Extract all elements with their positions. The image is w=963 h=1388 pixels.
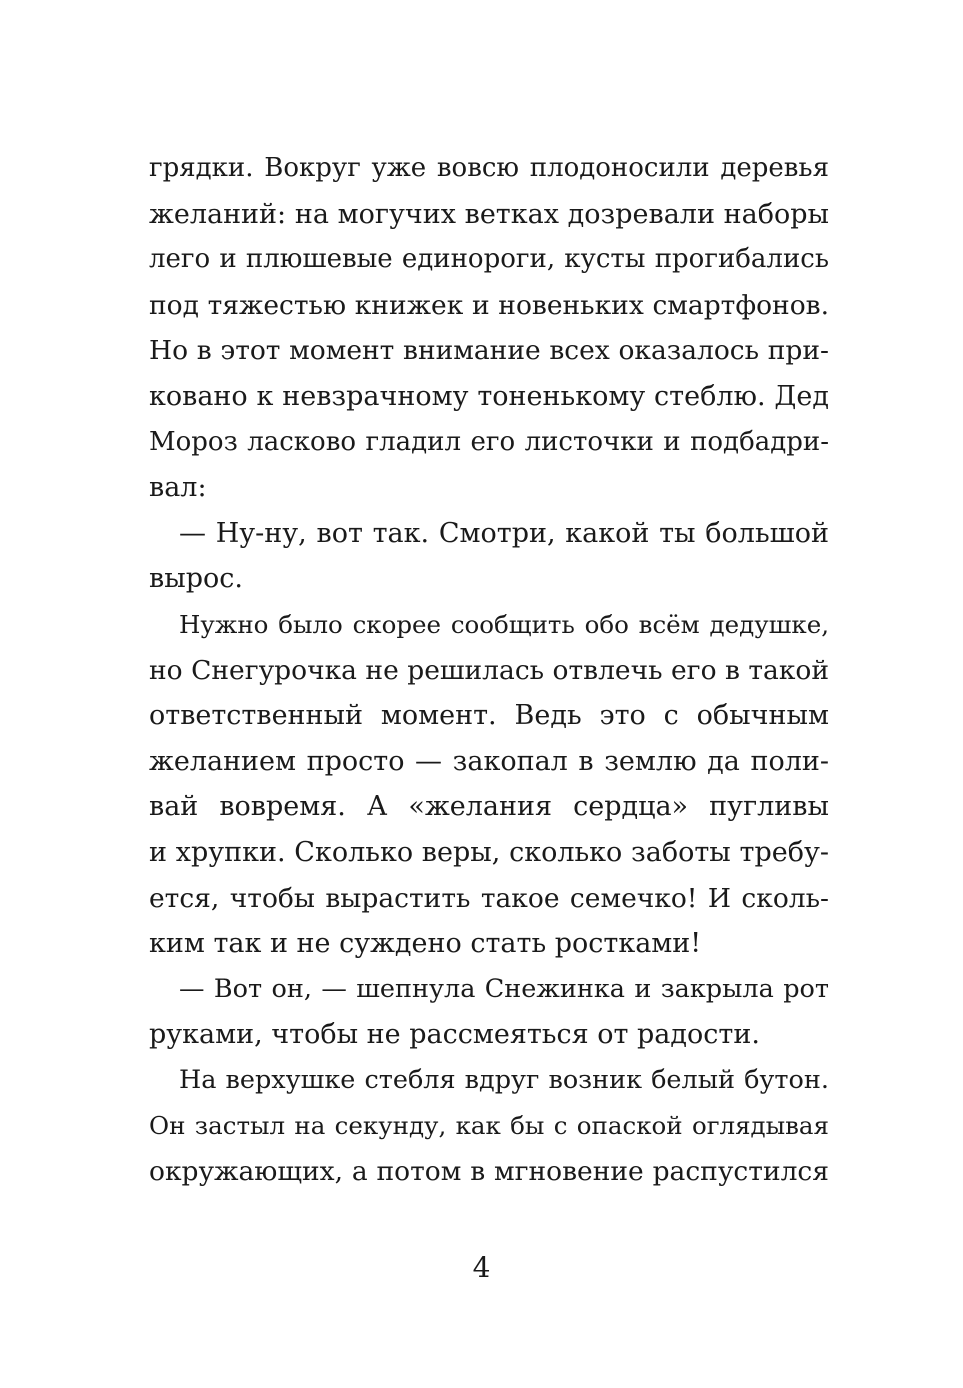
text-line: — Вот он, — шепнула Снежинка и закрыла рот [179,973,829,1004]
text-line: желаний: на могучих ветках дозревали наборы [149,198,829,230]
text-line: руками, чтобы не рассмеяться от радости. [149,1019,760,1051]
text-line: под тяжестью книжек и новеньких смартфонов. [149,289,829,321]
text-line: Нужно было скорее сообщить обо всём дедушке, [179,609,829,639]
text-line: Он застыл на секунду, как бы с опаской оглядывая [149,1111,829,1141]
text-line: желанием просто — закопал в землю да поли- [149,745,829,777]
page-body-text [149,146,829,1195]
text-line: ется, чтобы вырастить такое семечко! И сколь- [149,882,829,914]
text-line: ответственный момент. Ведь это с обычным [149,700,829,732]
text-line: ким так и не суждено стать ростками! [149,928,702,960]
text-line: лего и плюшевые единороги, кусты прогибались [149,244,829,275]
text-line: и хрупки. Сколько веры, сколько заботы требу- [149,836,829,868]
text-line: вай вовремя. А «желания сердца» пугливы [149,791,829,823]
text-line: грядки. Вокруг уже вовсю плодоносили деревья [149,153,829,183]
page-number: 4 [472,1251,491,1284]
text-line: но Снегурочка не решилась отвлечь его в такой [149,654,829,686]
text-line: ковано к невзрачному тоненькому стеблю. Дед [149,380,829,412]
text-line: вырос. [149,563,243,595]
text-line: вал: [149,472,207,504]
text-line: — Ну-ну, вот так. Смотри, какой ты большой [179,517,829,549]
text-line: окружающих, а потом в мгновение распустился [149,1156,829,1188]
text-line: На верхушке стебля вдруг возник белый бутон. [179,1064,829,1095]
text-line: Мороз ласково гладил его листочки и подбадри- [149,426,829,457]
text-line: Но в этот момент внимание всех оказалось при- [149,335,829,367]
